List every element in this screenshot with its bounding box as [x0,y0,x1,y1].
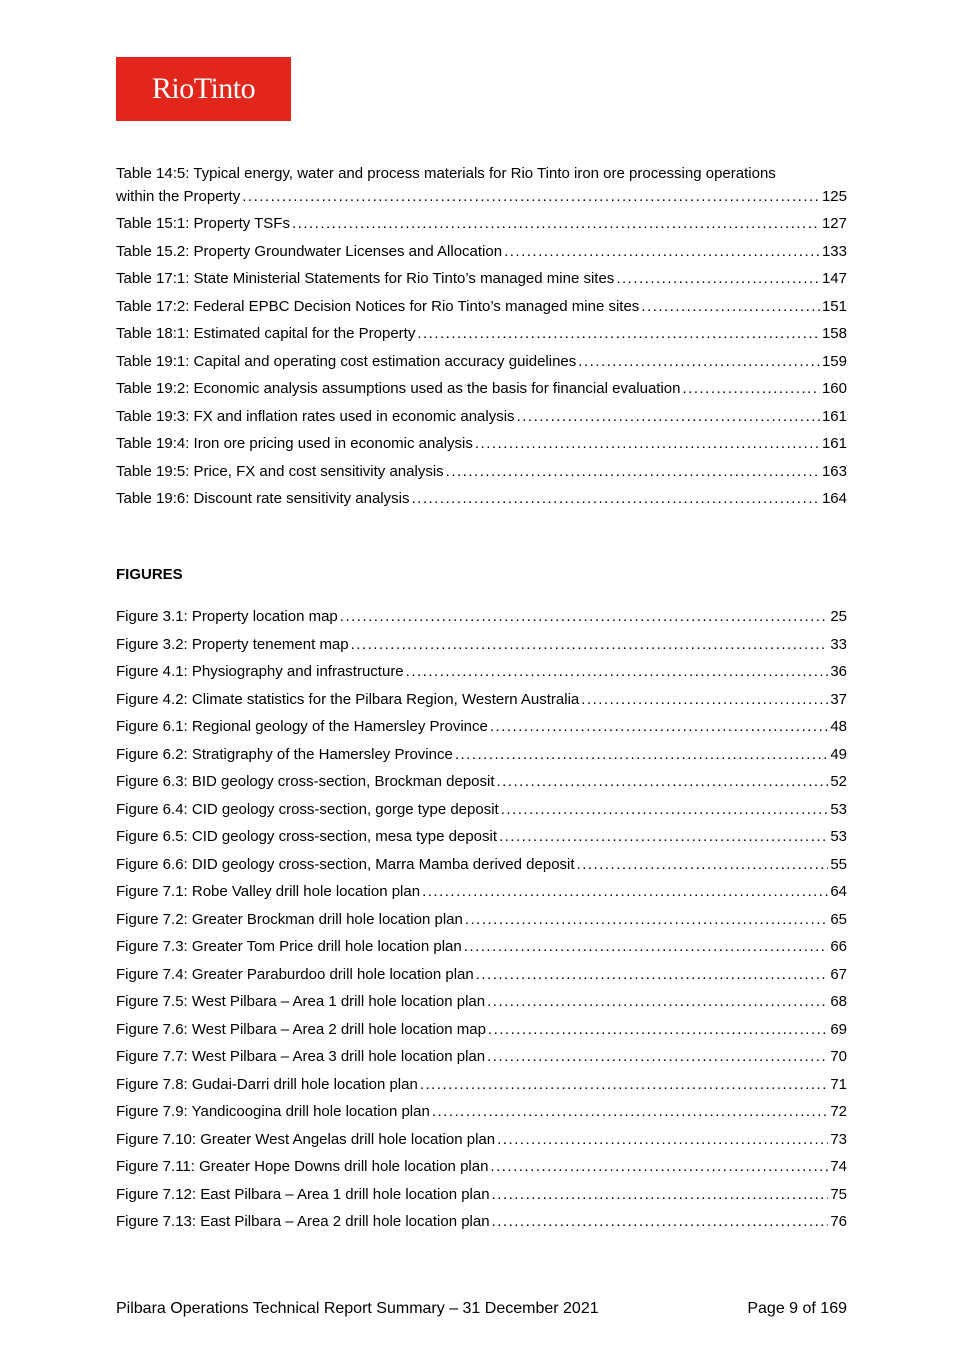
toc-entry-page: 53 [830,828,847,845]
toc-entry[interactable] [116,270,847,298]
toc-entry-title: Figure 4.1: Physiography and infrastructure [116,663,404,680]
toc-leader-dots [411,490,819,507]
toc-entry-title: Figure 7.6: West Pilbara – Area 2 drill hole location map [116,1020,486,1038]
toc-leader-dots [497,1131,828,1148]
toc-leader-dots [487,1048,828,1065]
toc-entry-page: 159 [821,352,847,370]
toc-leader-dots [683,380,820,397]
toc-leader-dots [455,746,828,763]
toc-entry[interactable] [116,911,847,939]
toc-entry-page: 164 [821,490,847,507]
toc-entry-title: Figure 6.6: DID geology cross-section, Marra Mamba derived deposit [116,855,575,873]
toc-leader-dots [446,463,820,480]
toc-entry[interactable] [116,608,847,636]
toc-entry-page: 71 [830,1075,847,1093]
toc-entry[interactable] [116,966,847,994]
toc-entry-page: 161 [821,435,847,452]
toc-entry-page: 48 [830,718,847,735]
toc-entry[interactable] [116,773,847,801]
toc-entry[interactable] [116,938,847,966]
toc-leader-dots [497,773,829,790]
toc-entry[interactable] [116,165,847,215]
toc-entry-title: Figure 7.9: Yandicoogina drill hole location plan [116,1103,430,1120]
toc-entry[interactable] [116,243,847,271]
toc-leader-dots [577,856,829,873]
toc-entry[interactable] [116,1213,847,1241]
toc-entry-title: Table 15.2: Property Groundwater Licenses and Allocation [116,242,503,260]
toc-entry-page: 127 [821,215,847,232]
toc-entry[interactable] [116,718,847,746]
toc-leader-dots [422,883,828,900]
toc-entry-title: Figure 6.5: CID geology cross-section, mesa type deposit [116,828,498,845]
toc-leader-dots [578,353,820,370]
toc-leader-dots [340,608,829,625]
footer-report-title: Pilbara Operations Technical Report Summary – 31 December 2021 [116,1300,599,1317]
toc-leader-dots [616,270,820,287]
toc-leader-dots [501,801,829,818]
toc-leader-dots [492,1213,829,1230]
toc-entry-title: Figure 7.12: East Pilbara – Area 1 drill hole location plan [116,1185,490,1203]
toc-entry-title: Table 19:6: Discount rate sensitivity analysis [116,490,410,507]
toc-entry[interactable] [116,1158,847,1186]
toc-leader-dots [487,993,828,1010]
toc-entry[interactable] [116,1103,847,1131]
toc-entry-page: 147 [821,270,847,287]
toc-entry-page: 64 [830,883,847,900]
toc-entry-page: 53 [830,800,847,818]
figures-toc [116,608,847,1241]
toc-entry[interactable] [116,883,847,911]
toc-entry-page: 55 [830,855,847,873]
toc-leader-dots [499,828,828,845]
toc-entry-page: 133 [821,242,847,260]
toc-entry-title: Figure 7.13: East Pilbara – Area 2 drill hole location plan [116,1213,490,1230]
toc-entry-title: Figure 7.7: West Pilbara – Area 3 drill hole location plan [116,1048,486,1065]
toc-entry-page: 67 [830,965,847,983]
toc-entry-page: 37 [830,690,847,708]
toc-entry-page: 125 [821,188,847,205]
toc-entry-page: 74 [830,1158,847,1175]
toc-entry-page: 49 [830,745,847,763]
toc-entry[interactable] [116,1186,847,1214]
toc-entry[interactable] [116,801,847,829]
toc-entry-title: Table 19:1: Capital and operating cost estimation accuracy guidelines [116,352,577,370]
toc-leader-dots [242,188,820,205]
toc-leader-dots [475,435,820,452]
toc-entry[interactable] [116,435,847,463]
toc-leader-dots [581,691,828,708]
toc-entry[interactable] [116,490,847,518]
toc-entry[interactable] [116,636,847,664]
toc-entry-title: Figure 7.2: Greater Brockman drill hole location plan [116,910,463,928]
toc-leader-dots [432,1103,828,1120]
toc-leader-dots [490,718,828,735]
toc-entry[interactable] [116,1131,847,1159]
toc-leader-dots [465,911,828,928]
toc-leader-dots [517,408,820,425]
toc-entry-page: 69 [830,1020,847,1038]
toc-leader-dots [351,636,829,653]
toc-entry-title: Figure 7.10: Greater West Angelas drill hole location plan [116,1130,496,1148]
toc-entry-title: Table 19:2: Economic analysis assumptions used as the basis for financial evaluation [116,380,681,397]
toc-leader-dots [476,966,829,983]
toc-entry-page: 65 [830,910,847,928]
toc-entry-page: 68 [830,993,847,1010]
tables-toc [116,165,847,518]
toc-leader-dots [504,243,820,260]
toc-entry-title: Figure 7.5: West Pilbara – Area 1 drill hole location plan [116,993,486,1010]
toc-entry-page: 73 [830,1130,847,1148]
toc-entry[interactable] [116,463,847,491]
toc-entry-title: Table 19:5: Price, FX and cost sensitivity analysis [116,462,444,480]
toc-leader-dots [292,215,820,232]
toc-entry[interactable] [116,746,847,774]
toc-entry-title-line2: within the Property [116,188,241,205]
rio-tinto-logo [116,57,291,121]
toc-leader-dots [417,325,820,342]
footer-page-number: Page 9 of 169 [747,1300,847,1317]
toc-entry[interactable] [116,215,847,243]
toc-entry-title: Figure 3.1: Property location map [116,608,338,625]
toc-leader-dots [420,1076,828,1093]
toc-entry[interactable] [116,1021,847,1049]
toc-entry[interactable] [116,663,847,691]
toc-entry-page: 70 [830,1048,847,1065]
toc-entry-title: Figure 6.2: Stratigraphy of the Hamersley Province [116,745,453,763]
toc-leader-dots [492,1186,829,1203]
toc-entry-title: Table 19:3: FX and inflation rates used in economic analysis [116,407,515,425]
toc-entry-page: 76 [830,1213,847,1230]
toc-entry-page: 66 [830,938,847,955]
toc-entry-title-line1: Table 14:5: Typical energy, water and process materials for Rio Tinto iron ore processing operations [116,165,776,182]
toc-entry-title: Table 18:1: Estimated capital for the Property [116,325,416,342]
toc-entry-title: Figure 6.3: BID geology cross-section, Brockman deposit [116,773,495,790]
toc-entry-page: 161 [821,407,847,425]
toc-entry-title: Figure 3.2: Property tenement map [116,635,349,653]
toc-entry-page: 163 [821,462,847,480]
logo-text: RioTinto [151,72,256,105]
toc-entry-page: 33 [830,635,847,653]
toc-leader-dots [464,938,829,955]
toc-entry-title: Figure 7.8: Gudai-Darri drill hole location plan [116,1075,418,1093]
toc-entry-title: Figure 7.4: Greater Paraburdoo drill hole location plan [116,965,474,983]
toc-entry[interactable] [116,298,847,326]
toc-entry[interactable] [116,828,847,856]
toc-leader-dots [488,1021,828,1038]
toc-entry[interactable] [116,380,847,408]
toc-entry-title: Table 15:1: Property TSFs [116,215,290,232]
toc-entry[interactable] [116,856,847,884]
toc-entry-page: 75 [830,1185,847,1203]
toc-entry-page: 160 [821,380,847,397]
toc-entry-title: Figure 4.2: Climate statistics for the Pilbara Region, Western Australia [116,690,580,708]
figures-heading: FIGURES [116,566,183,583]
page-footer [116,1300,847,1318]
toc-entry-page: 25 [830,608,847,625]
toc-entry-page: 52 [830,773,847,790]
toc-entry[interactable] [116,353,847,381]
toc-leader-dots [490,1158,828,1175]
toc-entry-page: 72 [830,1103,847,1120]
toc-entry-title: Figure 7.11: Greater Hope Downs drill hole location plan [116,1158,489,1175]
toc-entry[interactable] [116,325,847,353]
toc-entry[interactable] [116,1048,847,1076]
toc-entry[interactable] [116,993,847,1021]
toc-entry[interactable] [116,1076,847,1104]
toc-entry-title: Figure 6.1: Regional geology of the Hamersley Province [116,718,488,735]
toc-leader-dots [406,663,829,680]
toc-entry-title: Table 19:4: Iron ore pricing used in economic analysis [116,435,473,452]
toc-leader-dots [641,298,820,315]
toc-entry-page: 36 [830,663,847,680]
toc-entry[interactable] [116,691,847,719]
toc-entry[interactable] [116,408,847,436]
toc-entry-title: Table 17:1: State Ministerial Statements for Rio Tinto’s managed mine sites [116,270,615,287]
toc-entry-page: 151 [821,297,847,315]
toc-entry-title: Figure 7.1: Robe Valley drill hole location plan [116,883,421,900]
toc-entry-page: 158 [821,325,847,342]
toc-entry-title: Figure 6.4: CID geology cross-section, gorge type deposit [116,800,499,818]
toc-entry-title: Table 17:2: Federal EPBC Decision Notices for Rio Tinto’s managed mine sites [116,297,640,315]
toc-entry-title: Figure 7.3: Greater Tom Price drill hole location plan [116,938,462,955]
